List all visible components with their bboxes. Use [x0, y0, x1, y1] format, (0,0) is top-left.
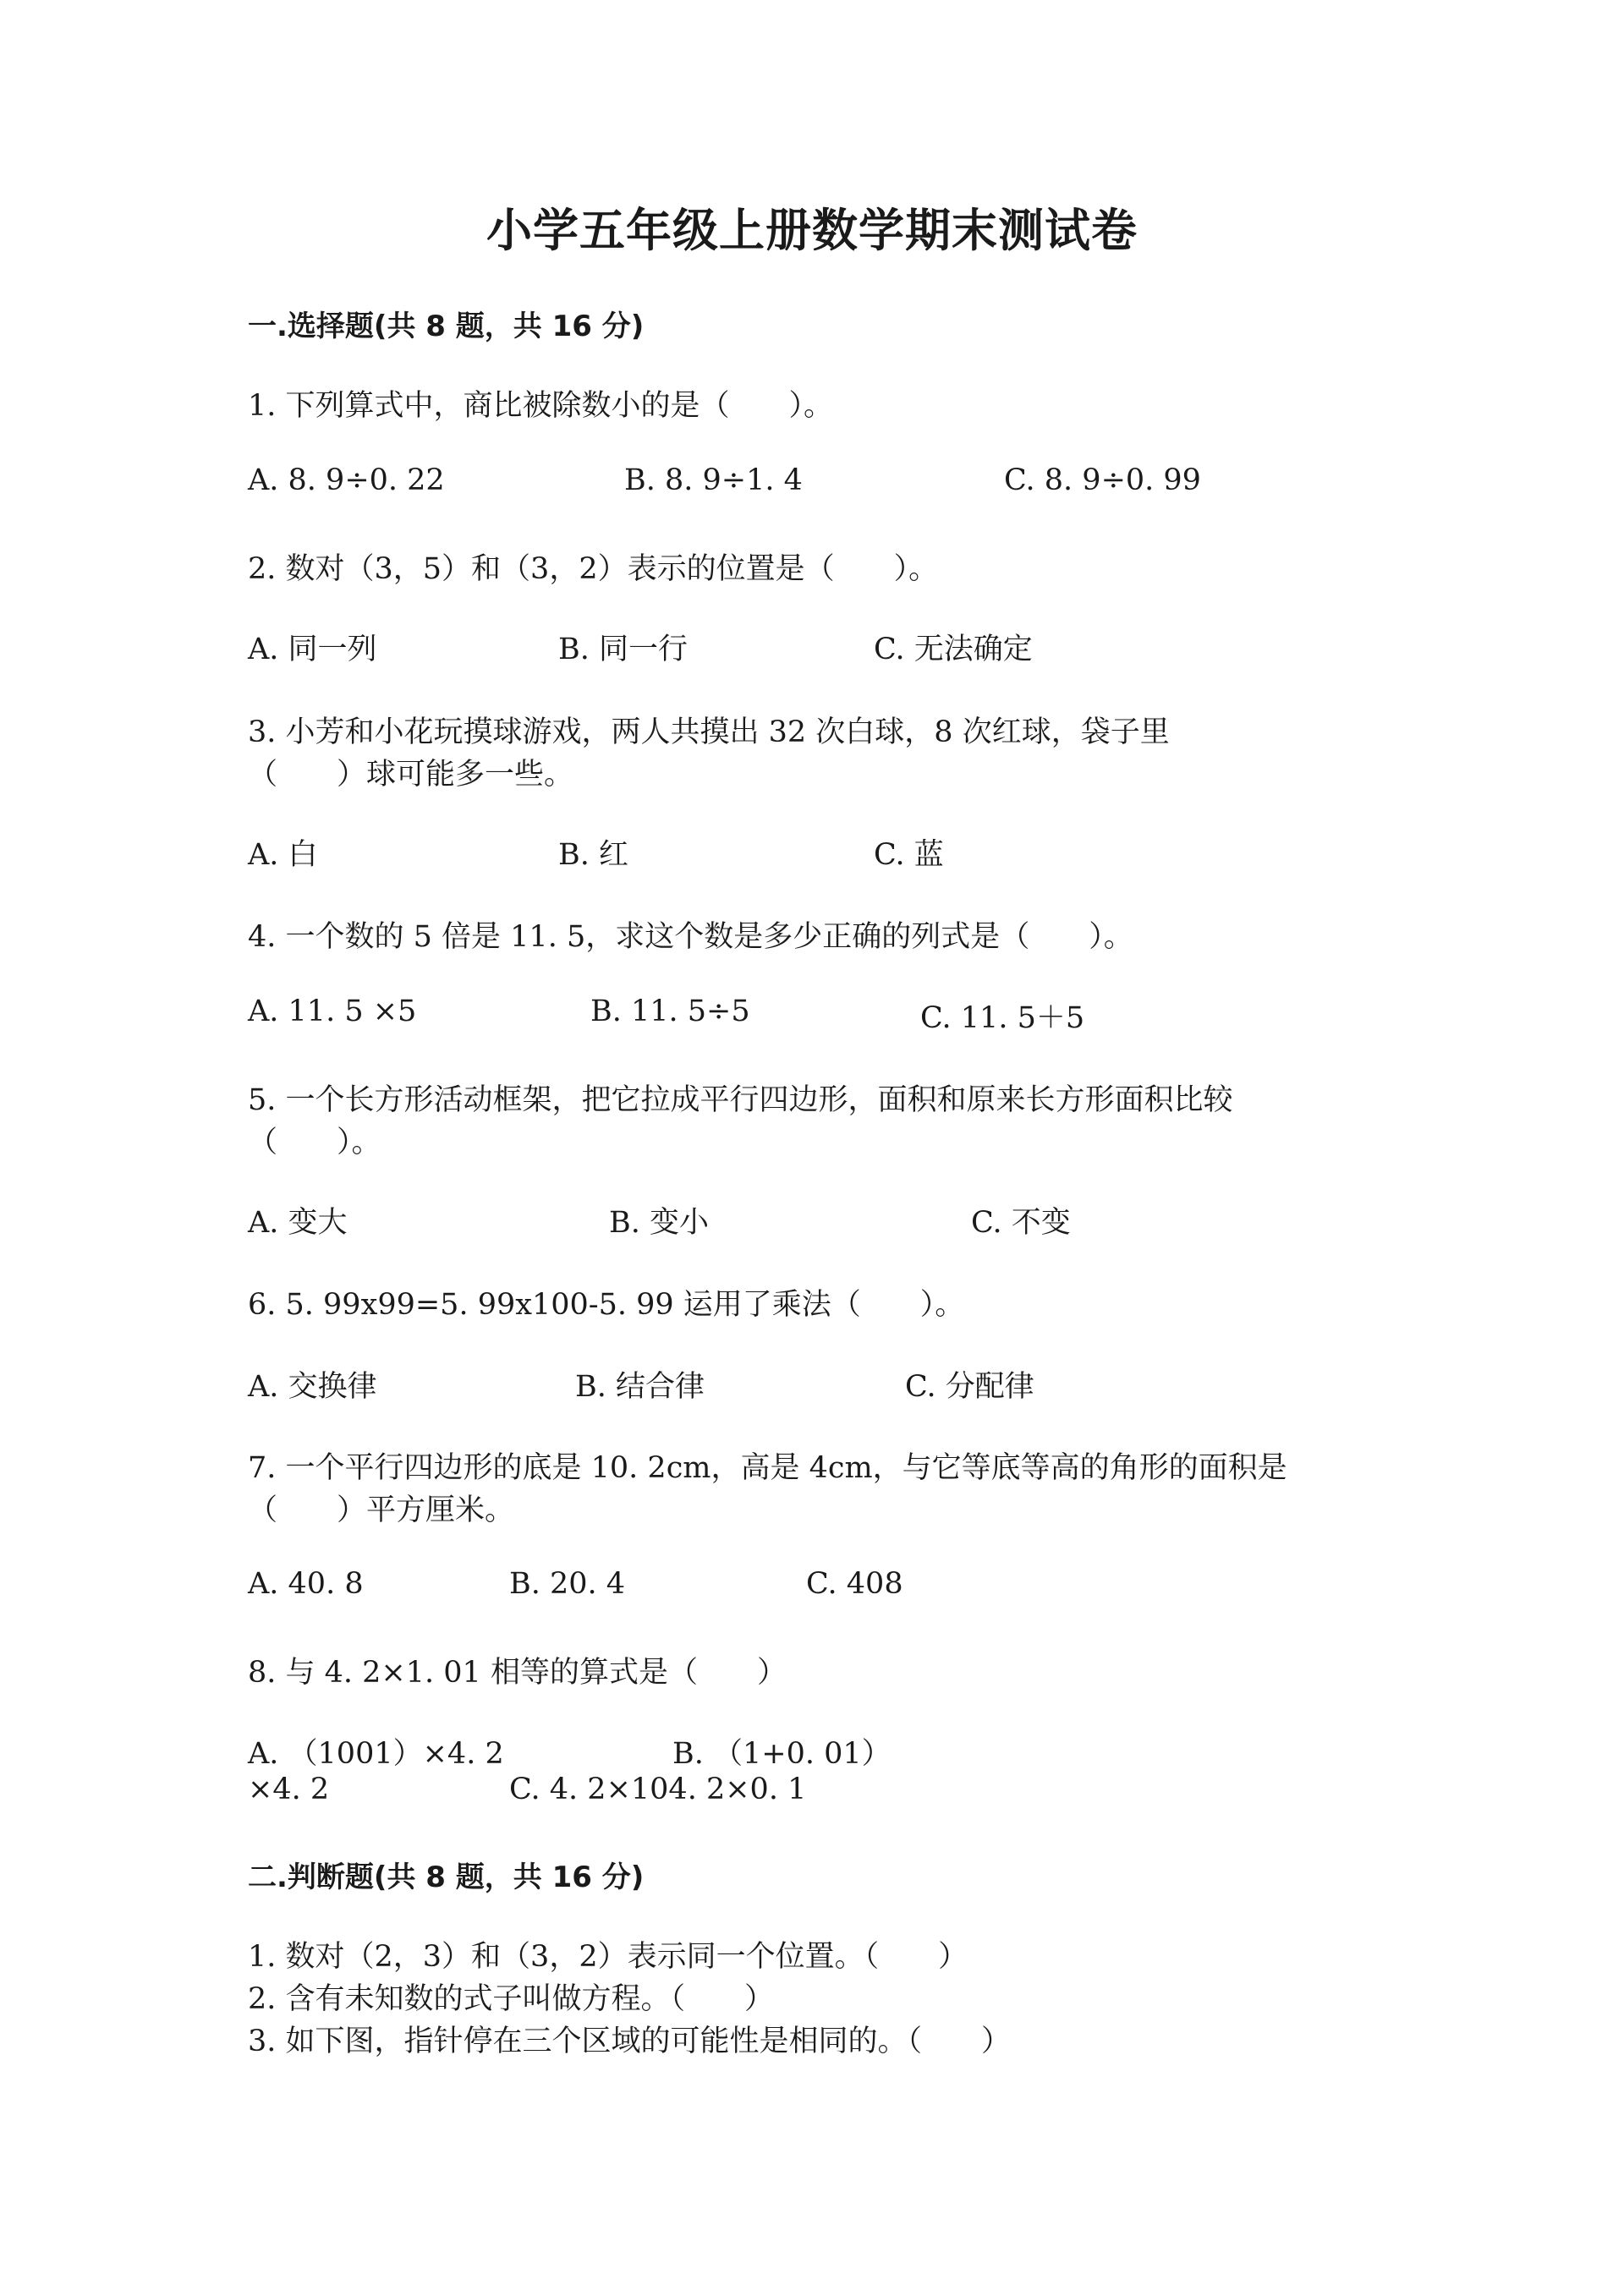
page-title: 小学五年级上册数学期末测试卷: [486, 204, 1138, 257]
question-5-text-line-2: （ ）。: [248, 1126, 381, 1159]
question-4-text: 4. 一个数的 5 倍是 11. 5，求这个数是多少正确的列式是（ ）。: [248, 920, 1133, 954]
judgement-item-1: 1. 数对（2，3）和（3，2）表示同一个位置。（ ）: [248, 1940, 968, 1974]
question-2-option-b: B. 同一行: [558, 633, 688, 666]
question-8-text: 8. 与 4. 2×1. 01 相等的算式是（ ）: [248, 1656, 787, 1690]
section-heading-choice: 一.选择题(共 8 题，共 16 分): [248, 310, 645, 343]
question-2-option-a: A. 同一列: [248, 633, 377, 666]
judgement-item-2: 2. 含有未知数的式子叫做方程。（ ）: [248, 1982, 775, 2016]
question-4-option-c: C. 11. 5＋5: [920, 1001, 1085, 1035]
question-1-option-b: B. 8. 9÷1. 4: [624, 463, 803, 497]
question-1-text: 1. 下列算式中，商比被除数小的是（ ）。: [248, 389, 834, 423]
question-3-option-a: A. 白: [248, 838, 318, 872]
question-4-option-a: A. 11. 5 ×5: [248, 995, 417, 1028]
question-3-option-c: C. 蓝: [874, 838, 944, 872]
question-7-option-b: B. 20. 4: [509, 1567, 626, 1601]
section-heading-judgement: 二.判断题(共 8 题，共 16 分): [248, 1860, 645, 1894]
judgement-item-3: 3. 如下图，指针停在三个区域的可能性是相同的。（ ）: [248, 2025, 1012, 2058]
question-1-option-a: A. 8. 9÷0. 22: [248, 463, 445, 497]
question-6-option-a: A. 交换律: [248, 1370, 377, 1404]
question-5-text-line-1: 5. 一个长方形活动框架，把它拉成平行四边形，面积和原来长方形面积比较: [248, 1083, 1233, 1117]
question-7-option-c: C. 408: [806, 1567, 903, 1601]
question-5-option-a: A. 变大: [248, 1206, 348, 1240]
question-6-text: 6. 5. 99x99=5. 99x100-5. 99 运用了乘法（ ）。: [248, 1288, 965, 1322]
question-6-option-c: C. 分配律: [905, 1370, 1034, 1404]
question-2-text: 2. 数对（3，5）和（3，2）表示的位置是（ ）。: [248, 552, 939, 586]
question-3-text-line-2: （ ）球可能多一些。: [248, 758, 574, 792]
question-3-text-line-1: 3. 小芳和小花玩摸球游戏，两人共摸出 32 次白球，8 次红球，袋子里: [248, 715, 1170, 749]
question-8-option-c: C. 4. 2×104. 2×0. 1: [509, 1773, 807, 1806]
question-1-option-c: C. 8. 9÷0. 99: [1004, 463, 1201, 497]
question-7-option-a: A. 40. 8: [248, 1567, 364, 1601]
question-7-text-line-1: 7. 一个平行四边形的底是 10. 2cm，高是 4cm，与它等底等高的角形的面积是: [248, 1451, 1287, 1485]
question-7-text-line-2: （ ）平方厘米。: [248, 1493, 515, 1527]
question-6-option-b: B. 结合律: [575, 1370, 705, 1404]
question-4-option-b: B. 11. 5÷5: [590, 995, 750, 1028]
question-5-option-b: B. 变小: [609, 1206, 709, 1240]
question-8-option-b-continued: ×4. 2: [248, 1773, 330, 1806]
question-2-option-c: C. 无法确定: [874, 633, 1033, 666]
question-8-option-a: A. （1001）×4. 2: [248, 1737, 504, 1771]
question-5-option-c: C. 不变: [971, 1206, 1071, 1240]
question-3-option-b: B. 红: [558, 838, 628, 872]
question-8-option-b: B. （1+0. 01）: [672, 1737, 892, 1771]
